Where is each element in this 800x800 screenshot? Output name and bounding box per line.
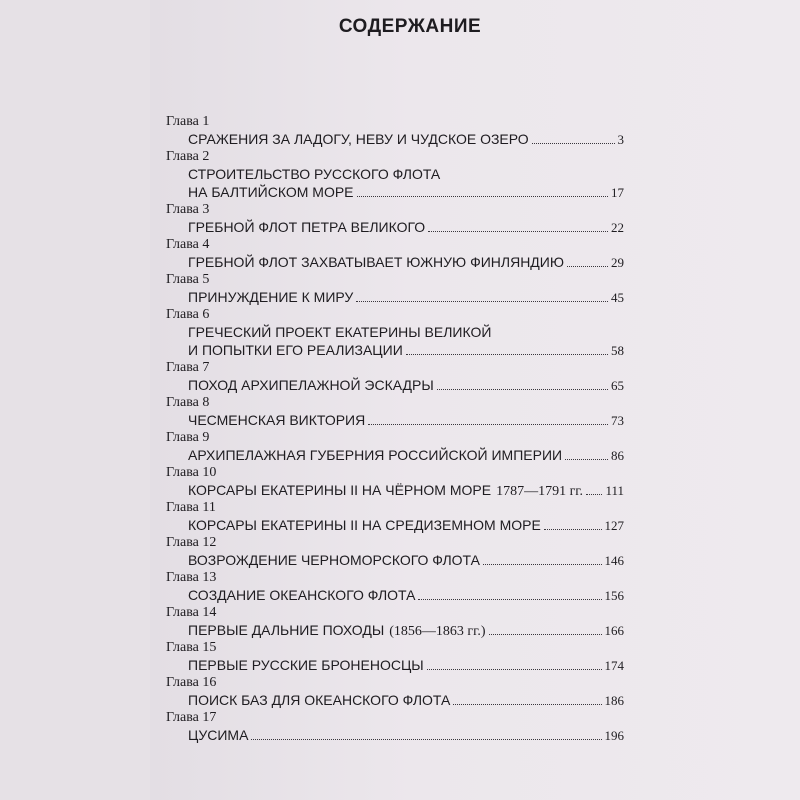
page-number: 146 (604, 553, 624, 568)
chapter-title-line (188, 341, 624, 359)
chapter-title: ПОИСК БАЗ ДЛЯ ОКЕАНСКОГО ФЛОТА (188, 692, 451, 708)
toc-entry (166, 201, 624, 236)
dot-leader (427, 669, 602, 670)
chapter-title-line (188, 130, 624, 148)
chapter-title: ВОЗРОЖДЕНИЕ ЧЕРНОМОРСКОГО ФЛОТА (188, 552, 480, 568)
chapter-title-line (188, 323, 624, 341)
page-number: 86 (611, 448, 624, 463)
page-number: 174 (604, 658, 624, 673)
chapter-title: НА БАЛТИЙСКОМ МОРЕ (188, 184, 354, 200)
toc-entry (166, 148, 624, 201)
chapter-title-line (188, 183, 624, 201)
chapter-title: ГРЕБНОЙ ФЛОТ ПЕТРА ВЕЛИКОГО (188, 219, 426, 235)
chapter-number: Глава 3 (166, 202, 210, 217)
chapter-title: СРАЖЕНИЯ ЗА ЛАДОГУ, НЕВУ И ЧУДСКОЕ ОЗЕРО (188, 131, 529, 147)
page-number: 196 (604, 728, 624, 743)
dot-leader (418, 599, 601, 600)
chapter-number: Глава 6 (166, 307, 210, 322)
page-number: 3 (617, 132, 624, 147)
toc-entry (166, 271, 624, 306)
chapter-number: Глава 7 (166, 360, 210, 375)
dot-leader (453, 704, 601, 705)
chapter-title: ПЕРВЫЕ РУССКИЕ БРОНЕНОСЦЫ (188, 657, 424, 673)
chapter-title-line (188, 376, 624, 394)
dot-leader (368, 424, 608, 425)
toc-entry (166, 604, 624, 639)
page-number: 73 (611, 413, 624, 428)
toc-entry (166, 394, 624, 429)
chapter-title-line (188, 621, 624, 639)
dot-leader (544, 529, 602, 530)
dot-leader (437, 389, 608, 390)
chapter-number: Глава 13 (166, 570, 217, 585)
dot-leader (357, 196, 608, 197)
chapter-title-line (188, 411, 624, 429)
toc-entry (166, 359, 624, 394)
table-of-contents (166, 113, 624, 744)
page-number: 156 (604, 588, 624, 603)
chapter-number: Глава 1 (166, 114, 210, 129)
chapter-title: ПРИНУЖДЕНИЕ К МИРУ (188, 289, 354, 305)
chapter-title-line (188, 446, 624, 464)
toc-entry (166, 306, 624, 359)
dot-leader (532, 143, 615, 144)
toc-entry (166, 709, 624, 744)
page-number: 186 (604, 693, 624, 708)
chapter-number: Глава 17 (166, 710, 217, 725)
dot-leader (428, 231, 608, 232)
chapter-title: СОЗДАНИЕ ОКЕАНСКОГО ФЛОТА (188, 587, 416, 603)
chapter-title-line (188, 726, 624, 744)
chapter-title: ГРЕЧЕСКИЙ ПРОЕКТ ЕКАТЕРИНЫ ВЕЛИКОЙ (188, 324, 492, 340)
chapter-title-line (188, 481, 624, 499)
chapter-number: Глава 14 (166, 605, 217, 620)
toc-entry (166, 113, 624, 148)
page-number: 58 (611, 343, 624, 358)
chapter-number: Глава 16 (166, 675, 217, 690)
chapter-title-line (188, 253, 624, 271)
chapter-title: КОРСАРЫ ЕКАТЕРИНЫ II НА ЧЁРНОМ МОРЕ (188, 482, 492, 498)
chapter-title-line (188, 586, 624, 604)
dot-leader (567, 266, 608, 267)
chapter-number: Глава 10 (166, 465, 217, 480)
toc-entry (166, 639, 624, 674)
chapter-number: Глава 4 (166, 237, 210, 252)
page-number: 127 (604, 518, 624, 533)
toc-entry (166, 534, 624, 569)
chapter-number: Глава 11 (166, 500, 216, 515)
chapter-title-line (188, 656, 624, 674)
chapter-title: ГРЕБНОЙ ФЛОТ ЗАХВАТЫВАЕТ ЮЖНУЮ ФИНЛЯНДИЮ (188, 254, 564, 270)
dot-leader (586, 494, 602, 495)
chapter-title-line (188, 165, 624, 183)
page-number: 65 (611, 378, 624, 393)
dot-leader (356, 301, 608, 302)
chapter-title: КОРСАРЫ ЕКАТЕРИНЫ II НА СРЕДИЗЕМНОМ МОРЕ (188, 517, 541, 533)
dot-leader (483, 564, 602, 565)
chapter-title-suffix: 1787—1791 гг. (496, 484, 583, 499)
chapter-title-line (188, 551, 624, 569)
chapter-number: Глава 15 (166, 640, 217, 655)
chapter-title: ПЕРВЫЕ ДАЛЬНИЕ ПОХОДЫ (188, 622, 385, 638)
chapter-number: Глава 5 (166, 272, 210, 287)
chapter-number: Глава 9 (166, 430, 210, 445)
page-number: 166 (604, 623, 624, 638)
toc-entry (166, 499, 624, 534)
page-number: 111 (605, 483, 624, 498)
toc-entry (166, 569, 624, 604)
dot-leader (489, 634, 602, 635)
chapter-title: АРХИПЕЛАЖНАЯ ГУБЕРНИЯ РОССИЙСКОЙ ИМПЕРИИ (188, 447, 563, 463)
chapter-title: ЦУСИМА (188, 727, 249, 743)
toc-entry (166, 429, 624, 464)
chapter-title: ПОХОД АРХИПЕЛАЖНОЙ ЭСКАДРЫ (188, 377, 434, 393)
toc-entry (166, 674, 624, 709)
chapter-number: Глава 2 (166, 149, 210, 164)
chapter-title-line (188, 288, 624, 306)
page-number: 29 (611, 255, 624, 270)
page-number: 17 (611, 185, 624, 200)
chapter-title-suffix: (1856—1863 гг.) (389, 624, 486, 639)
chapter-title: И ПОПЫТКИ ЕГО РЕАЛИЗАЦИИ (188, 342, 403, 358)
page-title: СОДЕРЖАНИЕ (338, 16, 482, 37)
dot-leader (251, 739, 601, 740)
chapter-number: Глава 8 (166, 395, 210, 410)
chapter-title-line (188, 218, 624, 236)
toc-entry (166, 464, 624, 499)
page-number: 22 (611, 220, 624, 235)
chapter-title-line (188, 516, 624, 534)
chapter-title: СТРОИТЕЛЬСТВО РУССКОГО ФЛОТА (188, 166, 441, 182)
toc-entry (166, 236, 624, 271)
chapter-title: ЧЕСМЕНСКАЯ ВИКТОРИЯ (188, 412, 366, 428)
chapter-number: Глава 12 (166, 535, 217, 550)
page-number: 45 (611, 290, 624, 305)
chapter-title-line (188, 691, 624, 709)
dot-leader (406, 354, 608, 355)
dot-leader (565, 459, 608, 460)
